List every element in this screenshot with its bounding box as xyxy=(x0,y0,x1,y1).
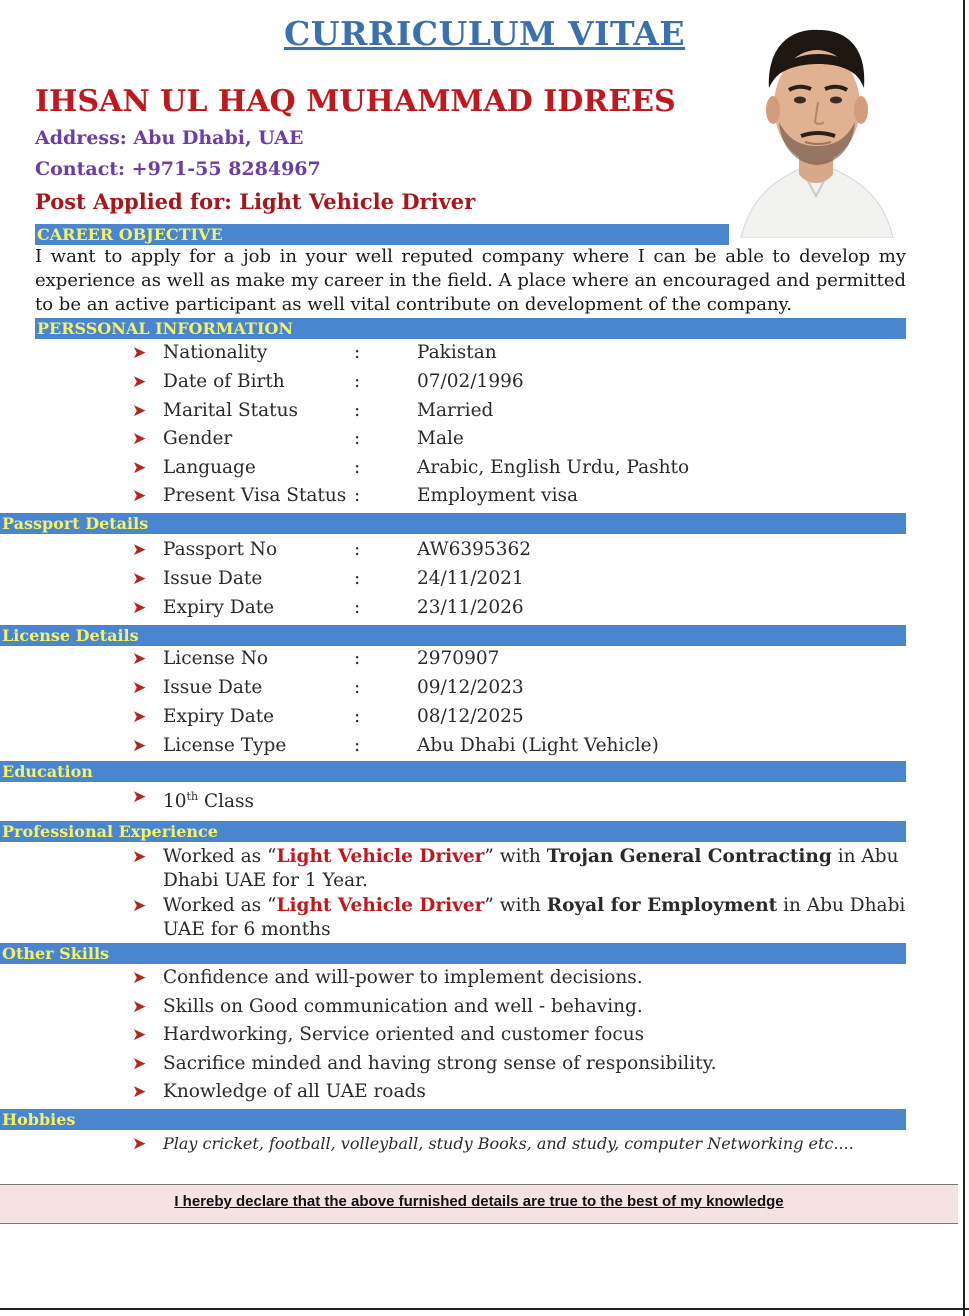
arrow-bullet-icon: ➤ xyxy=(132,678,147,698)
arrow-bullet-icon: ➤ xyxy=(132,1134,147,1154)
arrow-bullet-icon: ➤ xyxy=(132,997,147,1017)
arrow-bullet-icon: ➤ xyxy=(132,707,147,727)
section-bar-license: License Details xyxy=(0,625,906,646)
arrow-bullet-icon: ➤ xyxy=(132,540,147,560)
post-applied-line: Post Applied for: Light Vehicle Driver xyxy=(35,189,476,214)
candidate-name: IHSAN UL HAQ MUHAMMAD IDREES xyxy=(35,84,676,119)
address-line: Address: Abu Dhabi, UAE xyxy=(35,127,304,149)
section-bar-experience: Professional Experience xyxy=(0,821,906,842)
arrow-bullet-icon: ➤ xyxy=(132,372,147,392)
arrow-bullet-icon: ➤ xyxy=(132,968,147,988)
section-bar-passport: Passport Details xyxy=(0,513,906,534)
page-border-right xyxy=(963,0,965,1316)
arrow-bullet-icon: ➤ xyxy=(132,486,147,506)
arrow-bullet-icon: ➤ xyxy=(132,847,147,867)
document-title: CURRICULUM VITAE xyxy=(283,14,686,53)
arrow-bullet-icon: ➤ xyxy=(132,569,147,589)
declaration-text: I hereby declare that the above furnished details are true to the best of my knowledge xyxy=(174,1193,784,1210)
arrow-bullet-icon: ➤ xyxy=(132,343,147,363)
arrow-bullet-icon: ➤ xyxy=(132,1025,147,1045)
arrow-bullet-icon: ➤ xyxy=(132,787,147,807)
section-bar-skills: Other Skills xyxy=(0,943,906,964)
arrow-bullet-icon: ➤ xyxy=(132,736,147,756)
profile-photo xyxy=(731,18,901,238)
career-objective-text: I want to apply for a job in your well reputed company where I can be able to develop my experience as well as make my career in the field. A place where an encouraged and permitted to be an active participant as well vital contribute on development of the company. xyxy=(35,246,906,315)
arrow-bullet-icon: ➤ xyxy=(132,429,147,449)
arrow-bullet-icon: ➤ xyxy=(132,458,147,478)
arrow-bullet-icon: ➤ xyxy=(132,401,147,421)
arrow-bullet-icon: ➤ xyxy=(132,598,147,618)
section-bar-personal-info: PERSSONAL INFORMATION xyxy=(35,318,906,339)
arrow-bullet-icon: ➤ xyxy=(132,649,147,669)
section-bar-career-objective: CAREER OBJECTIVE xyxy=(35,224,729,245)
page-border-bottom xyxy=(0,1308,969,1310)
contact-line: Contact: +971-55 8284967 xyxy=(35,158,321,180)
arrow-bullet-icon: ➤ xyxy=(132,1082,147,1102)
section-bar-hobbies: Hobbies xyxy=(0,1109,906,1130)
arrow-bullet-icon: ➤ xyxy=(132,896,147,916)
section-bar-education: Education xyxy=(0,761,906,782)
arrow-bullet-icon: ➤ xyxy=(132,1054,147,1074)
